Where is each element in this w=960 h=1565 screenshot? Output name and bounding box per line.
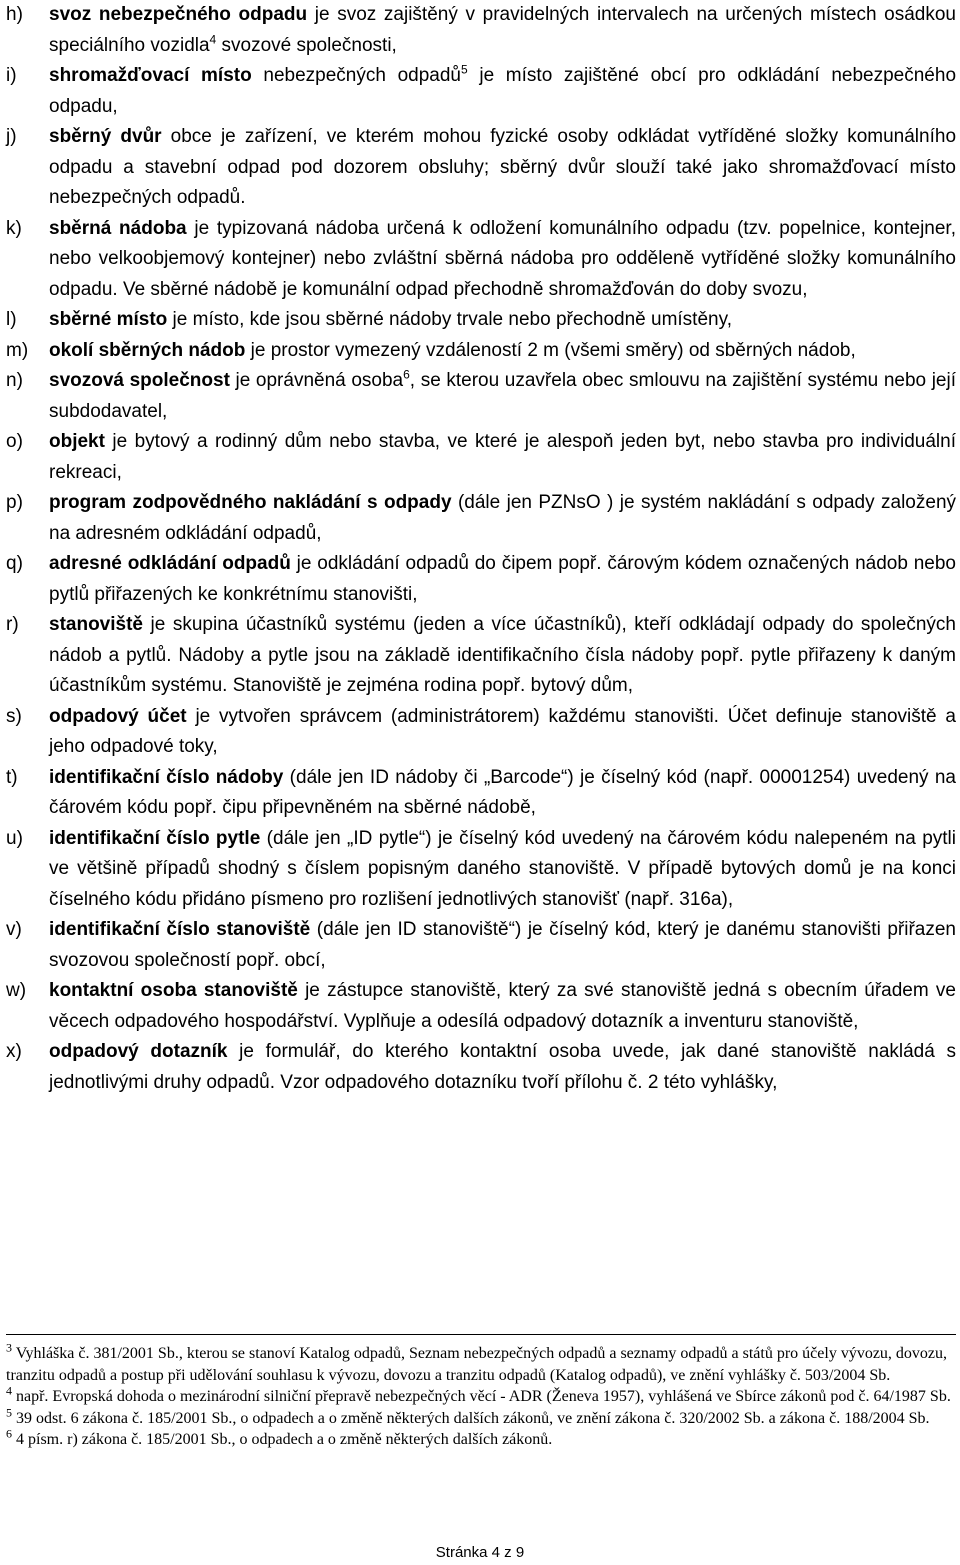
definition-term: identifikační číslo stanoviště [49, 919, 311, 940]
definition-label: s) [6, 705, 22, 727]
definition-text: svozové společnosti, [216, 34, 397, 56]
definition-item [6, 549, 956, 610]
definitions-list [6, 0, 956, 1098]
footnote-ref: 6 [403, 367, 410, 382]
definition-text: je skupina účastníků systému (jeden a více účastníků), kteří odkládají odpady do společných nádob a pytlů. Nádoby a pytle jsou na základě identifikačního čísla nádoby popř. pytle přiřazeny k daným účastníkům systému. Stanoviště je zejména rodina popř. bytový dům, [49, 614, 956, 696]
definition-term: identifikační číslo nádoby [49, 766, 284, 788]
footnote-number: 6 [6, 1426, 12, 1441]
definition-term: adresné odkládání odpadů [49, 553, 291, 574]
definition-text: (dále jen ID stanoviště“) je číselný kód, který je danému stanovišti přiřazen svozovou společností popř. obcí, [49, 919, 956, 971]
definition-text: obce je zařízení, ve kterém mohou fyzické osoby odkládat vytříděné složky komunálního odpadu a stavební odpad pod dozorem obsluhy; sběrný dvůr slouží také jako shromažďovací místo nebezpečných odpadů. [49, 126, 957, 208]
definition-label: n) [6, 370, 23, 391]
definition-text: je formulář, do kterého kontaktní osoba uvede, jak dané stanoviště nakládá s jednotlivými druhy odpadů. Vzor odpadového dotazníku tvoří přílohu č. 2 této vyhlášky, [49, 1041, 956, 1093]
definition-text: je oprávněná osoba [229, 370, 404, 391]
definition-label: t) [6, 766, 18, 788]
definition-item [6, 366, 956, 427]
definition-term: odpadový účet [49, 705, 187, 727]
definition-label: k) [6, 217, 22, 239]
definition-label: l) [6, 309, 17, 330]
definition-term: okolí sběrných nádob [49, 339, 246, 361]
definition-item [6, 763, 956, 824]
definition-text: je zástupce stanoviště, který za své stanoviště jedná s obecním úřadem ve věcech odpadového hospodářství. Vyplňuje a odesílá odpadový dotazník a inventuru stanoviště, [49, 980, 956, 1032]
definition-label: u) [6, 827, 23, 849]
definition-text: je místo zajištěné obcí pro odkládání nebezpečného odpadu, [49, 65, 957, 117]
definition-label: q) [6, 553, 23, 574]
definition-item [6, 427, 956, 488]
footnote-number: 3 [6, 1340, 12, 1355]
definition-item [6, 61, 956, 122]
definition-term: stanoviště [49, 614, 143, 635]
definition-item [6, 1037, 956, 1098]
footnote-number: 5 [6, 1405, 12, 1420]
definition-text: nebezpečných odpadů [251, 65, 461, 86]
definition-item [6, 824, 956, 916]
definition-label: v) [6, 919, 22, 940]
definition-text: (dále jen PZNsO ) je systém nakládání s odpady založený na adresném odkládání odpadů, [49, 492, 957, 544]
definition-item [6, 702, 956, 763]
definition-item [6, 915, 956, 976]
definition-text: (dále jen „ID pytle“) je číselný kód uvedený na čárovém kódu nalepeném na pytli ve většině případů shodný s číslem popisným daného stanoviště. V případě bytových domů je na konci číselného kódu přidáno písmeno pro rozlišení jednotlivých stanovišť (např. 316a), [49, 827, 956, 910]
footnote [6, 1405, 956, 1430]
definition-text: (dále jen ID nádoby či „Barcode“) je číselný kód (např. 00001254) uvedený na čárovém kódu popř. čipu připevněném na sběrné nádobě, [49, 766, 956, 818]
definition-text: je svoz zajištěný v pravidelných intervalech na určených místech osádkou speciálního vozidla [49, 4, 956, 56]
page-number: Stránka 4 z 9 [435, 1544, 525, 1561]
definition-text: , se kterou uzavřela obec smlouvu na zajištění systému nebo její subdodavatel, [49, 370, 957, 422]
definition-item [6, 610, 956, 702]
definition-label: r) [6, 614, 19, 635]
definition-text: je odkládání odpadů do čipem popř. čárovým kódem označených nádob nebo pytlů přiřazených ke konkrétnímu stanovišti, [49, 553, 956, 605]
definition-label: j) [6, 126, 17, 147]
definition-term: program zodpovědného nakládání s odpady [49, 492, 452, 513]
definition-label: w) [6, 980, 27, 1001]
definition-item [6, 0, 956, 61]
footnote-separator [6, 1334, 956, 1335]
footnote-ref: 5 [461, 62, 468, 77]
definition-term: kontaktní osoba stanoviště [49, 980, 298, 1001]
definition-label: o) [6, 431, 23, 452]
definition-text: je prostor vymezený vzdáleností 2 m (všemi směry) od sběrných nádob, [245, 339, 856, 361]
definition-term: sběrný dvůr [49, 126, 162, 147]
definition-text: je bytový a rodinný dům nebo stavba, ve které je alespoň jeden byt, nebo stavba pro individuální rekreaci, [49, 431, 956, 483]
footnotes [6, 1340, 956, 1451]
definition-item [6, 122, 956, 214]
definition-label: i) [6, 65, 17, 86]
definition-label: h) [6, 4, 23, 25]
footnote [6, 1383, 956, 1408]
footnote-text: např. Evropská dohoda o mezinárodní silniční přepravě nebezpečných věcí - ADR (Ženeva 1957), vyhlášená ve Sbírce zákonů pod č. 64/1987 Sb. [16, 1388, 951, 1405]
footnote-text: 39 odst. 6 zákona č. 185/2001 Sb., o odpadech a o změně některých dalších zákonů, ve znění zákona č. 320/2002 Sb. a zákona č. 188/2004 Sb. [16, 1409, 930, 1427]
definition-item [6, 214, 956, 306]
definition-term: svozová společnost [49, 370, 230, 391]
definition-label: p) [6, 492, 23, 513]
definition-item [6, 336, 956, 367]
definition-item [6, 488, 956, 549]
definition-term: sběrné místo [49, 309, 168, 330]
footnote [6, 1340, 956, 1386]
definition-item [6, 305, 956, 336]
definition-text: je vytvořen správcem (administrátorem) každému stanovišti. Účet definuje stanoviště a jeho odpadové toky, [49, 705, 956, 757]
definition-term: sběrná nádoba [49, 217, 187, 239]
definition-term: odpadový dotazník [49, 1041, 228, 1062]
definition-text: je typizovaná nádoba určená k odložení komunálního odpadu (tzv. popelnice, kontejner, nebo velkoobjemový kontejner) nebo zvláštní sběrná nádoba pro odděleně vytříděné složky komunálního odpadu. Ve sběrné nádobě je komunální odpad přechodně shromažďován do doby svozu, [49, 217, 956, 300]
definition-label: m) [6, 339, 29, 361]
definition-label: x) [6, 1041, 22, 1062]
footnote-text: 4 písm. r) zákona č. 185/2001 Sb., o odpadech a o změně některých dalších zákonů. [16, 1431, 553, 1448]
footnote-ref: 4 [209, 32, 217, 47]
definition-term: identifikační číslo pytle [49, 827, 261, 849]
definition-term: svoz nebezpečného odpadu [49, 4, 308, 25]
definition-term: objekt [49, 431, 105, 452]
footnote-text: Vyhláška č. 381/2001 Sb., kterou se stanoví Katalog odpadů, Seznam nebezpečných odpadů a seznamy odpadů a států pro účely vývozu, dovozu, tranzitu odpadů a postup při udělování souhlasu k vývozu, dovozu a tranzitu odpadů (Katalog odpadů), ve znění vyhlášky č. 503/2004 Sb. [6, 1345, 948, 1384]
definition-item [6, 976, 956, 1037]
definition-term: shromažďovací místo [49, 65, 252, 86]
definition-text: je místo, kde jsou sběrné nádoby trvale nebo přechodně umístěny, [167, 309, 732, 330]
footnote-number: 4 [6, 1383, 12, 1398]
footnote [6, 1426, 956, 1451]
